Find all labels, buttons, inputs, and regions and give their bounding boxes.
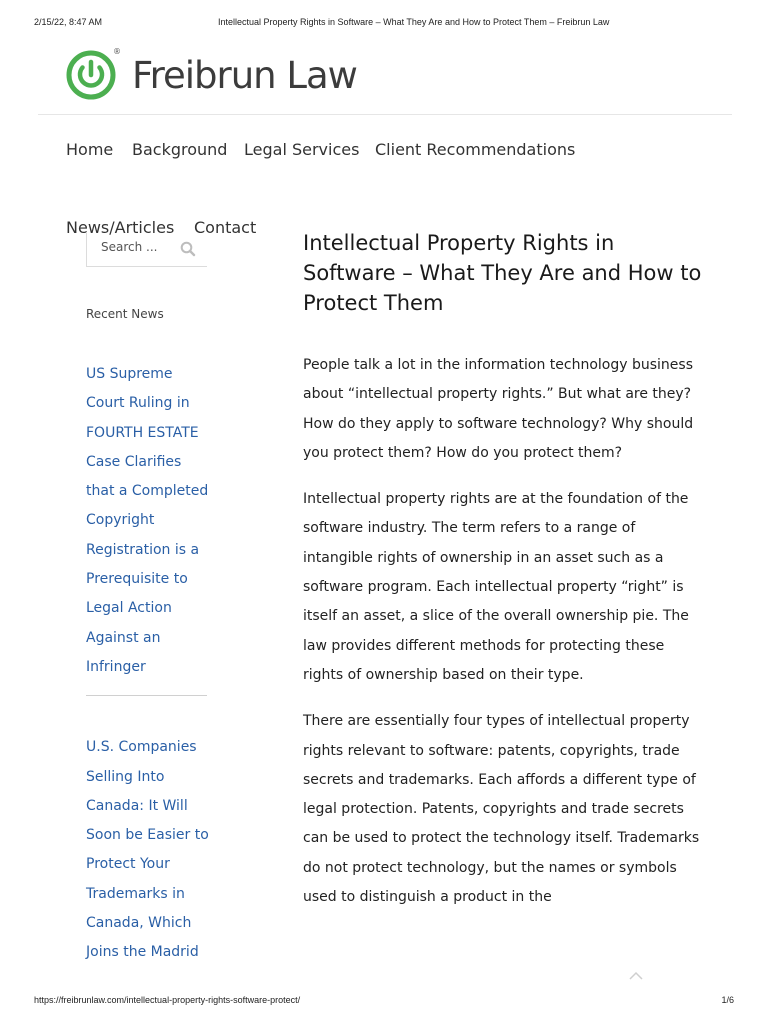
logo-text: Freibrun Law <box>132 53 357 97</box>
power-icon <box>66 47 121 100</box>
article-paragraph: Intellectual property rights are at the foundation of the software industry. The term refers to a range of intangible rights of ownership in an asset such as a software program. Each intellectual property “right” is itself an asset, a slice of the overall ownership pie. The law provides different methods for protecting these rights of ownership based on their type. <box>303 491 689 683</box>
news-link-canada-trademarks[interactable]: U.S. Companies Selling Into Canada: It Will Soon be Easier to Protect Your Trademarks in Canada, Which Joins the Madrid <box>86 739 209 961</box>
recent-news-list <box>86 360 210 968</box>
site-logo[interactable] <box>66 47 357 100</box>
news-link-supreme-court[interactable]: US Supreme Court Ruling in FOURTH ESTATE Case Clarifies that a Completed Copyright Registration is a Prerequisite to Legal Action Against an Infringer <box>86 366 209 675</box>
registered-mark: ® <box>113 47 121 56</box>
search-input[interactable] <box>101 238 177 256</box>
article-body <box>303 351 708 929</box>
scroll-to-top-icon[interactable] <box>628 967 644 979</box>
print-page-title: Intellectual Property Rights in Software – What They Are and How to Protect Them – Freibrun Law <box>218 17 610 27</box>
print-date: 2/15/22, 8:47 AM <box>34 17 103 27</box>
recent-news-heading: Recent News <box>86 307 164 321</box>
article-paragraph: There are essentially four types of intellectual property rights relevant to software: patents, copyrights, trade secrets and trademarks. Each affords a different type of legal protection. Patents, copyrights and trade secrets can be used to protect the technology itself. Trademarks do not protect technology, but the names or symbols used to distinguish a product in the <box>303 713 700 906</box>
nav-contact[interactable]: Contact <box>194 218 257 237</box>
article-title: Intellectual Property Rights in Software – What They Are and How to Protect Them <box>303 231 702 315</box>
nav-client-recommendations[interactable]: Client Recommendations <box>375 140 576 159</box>
nav-background[interactable]: Background <box>132 140 228 159</box>
search-icon[interactable] <box>180 241 196 257</box>
nav-home[interactable]: Home <box>66 140 114 159</box>
news-divider <box>86 695 207 696</box>
print-page-number: 1/6 <box>721 995 734 1005</box>
header-divider <box>38 114 732 115</box>
nav-news-articles[interactable]: News/Articles <box>66 218 175 237</box>
article-paragraph: People talk a lot in the information technology business about “intellectual property rights.” But what are they? How do they apply to software technology? Why should you protect them? How do you protect them? <box>303 357 694 461</box>
print-footer <box>34 995 734 1009</box>
print-url: https://freibrunlaw.com/intellectual-property-rights-software-protect/ <box>34 995 301 1005</box>
search-box <box>86 232 207 267</box>
print-header <box>34 17 734 31</box>
nav-legal-services[interactable]: Legal Services <box>244 140 360 159</box>
